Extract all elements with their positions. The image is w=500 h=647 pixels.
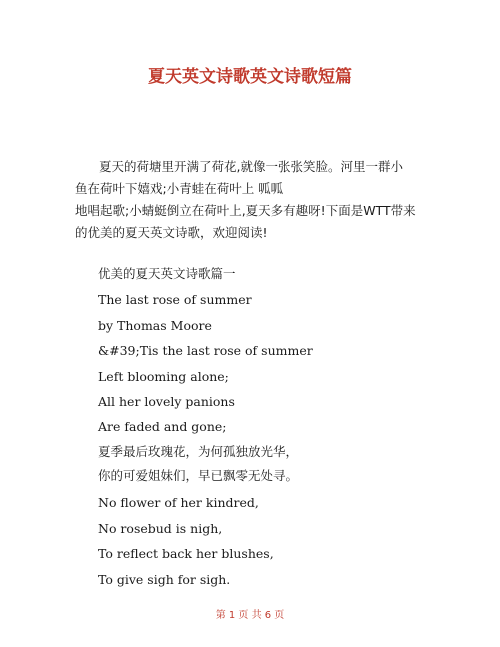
translation-line: 夏季最后玫瑰花，为何孤独放光华， — [98, 444, 299, 459]
poem-line: To give sigh for sigh. — [98, 572, 231, 587]
section-heading: 优美的夏天英文诗歌篇一 — [98, 266, 236, 281]
poem-line: The last rose of summer — [98, 292, 252, 307]
intro-line: 鱼在荷叶下嬉戏;小青蛙在荷叶上 呱呱 — [75, 181, 284, 196]
poem-line: All her lovely panions — [98, 394, 235, 409]
poem-line: No rosebud is nigh, — [98, 521, 223, 536]
poem-line: Are faded and gone; — [98, 419, 227, 434]
intro-line: 夏天的荷塘里开满了荷花,就像一张张笑脸。河里一群小 — [99, 159, 403, 174]
poem-line: by Thomas Moore — [98, 318, 212, 333]
poem-line: Left blooming alone; — [98, 369, 229, 384]
translation-line: 你的可爱姐妹们，早已飘零无处寻。 — [98, 468, 299, 483]
intro-line: 的优美的夏天英文诗歌，欢迎阅读! — [75, 225, 268, 240]
poem-line: To reflect back her blushes, — [98, 546, 274, 561]
page-title: 夏天英文诗歌英文诗歌短篇 — [148, 67, 352, 87]
poem-line: &#39;Tis the last rose of summer — [98, 343, 313, 358]
poem-line: No flower of her kindred, — [98, 495, 259, 510]
intro-paragraph — [75, 156, 435, 244]
page-footer: 第 1 页 共 6 页 — [215, 610, 285, 621]
intro-line: 地唱起歌;小蜻蜓倒立在荷叶上,夏天多有趣呀!下面是WTT带来 — [75, 203, 416, 218]
